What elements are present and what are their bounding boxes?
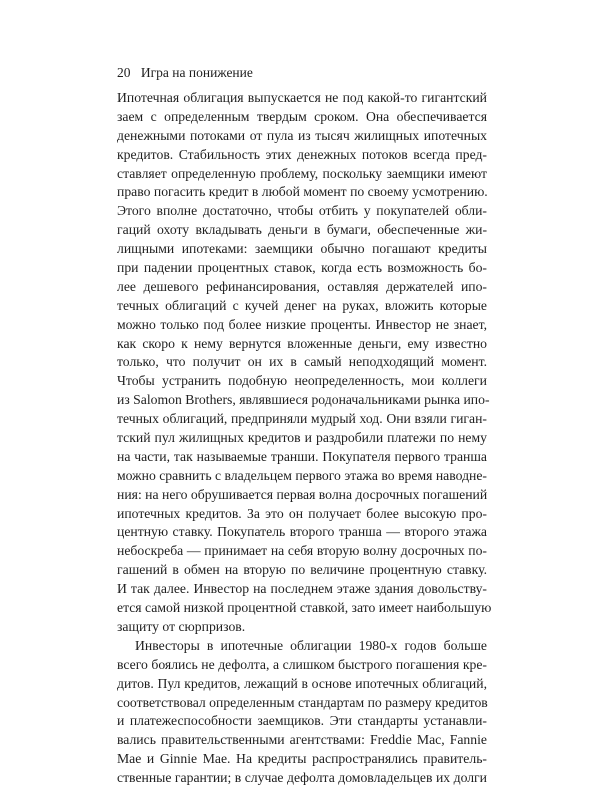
text-line: гашений в обмен на вторую по величине процентную ставку. xyxy=(117,562,487,578)
text-line: течных облигаций, предприняли мудрый ход. Они взяли гиган- xyxy=(117,411,487,427)
text-line: дитов. Пул кредитов, лежащий в основе ипотечных облигаций, xyxy=(117,675,487,691)
text-line: заем с определенным твердым сроком. Она обеспечивается xyxy=(117,108,487,124)
text-line: денежными потоками от пула из тысяч жилищных ипотечных xyxy=(117,127,487,143)
text-line: только, что получит он их в самый неподходящий момент. xyxy=(117,354,487,370)
running-head-title: Игра на понижение xyxy=(140,65,253,80)
page-number: 20 xyxy=(117,65,131,80)
running-head xyxy=(117,64,253,82)
text-line: Инвесторы в ипотечные облигации 1980-х годов больше xyxy=(135,637,487,653)
text-line: ния: на него обрушивается первая волна досрочных погашений xyxy=(117,486,488,502)
text-line: кредитов. Стабильность этих денежных потоков всегда пред- xyxy=(117,146,487,162)
text-line: как скоро к нему вернутся вложенные деньги, ему известно xyxy=(117,335,487,351)
text-line: лищными ипотеками: заемщики обычно погашают кредиты xyxy=(117,241,487,257)
text-line: небоскреба — принимает на себя вторую волну досрочных по- xyxy=(117,543,487,559)
text-line: ется самой низкой процентной ставкой, зато имеет наибольшую xyxy=(117,600,492,616)
text-line: ственные гарантии; в случае дефолта домовладельцев их долги xyxy=(117,770,487,786)
text-line: ставляет определенную проблему, поскольку заемщики имеют xyxy=(117,165,487,181)
text-line: всего боялись не дефолта, а слишком быстрого погашения кре- xyxy=(117,656,487,672)
body-text xyxy=(117,89,492,788)
text-line: соответствовал определенным стандартам по размеру кредитов xyxy=(117,694,488,710)
paragraph xyxy=(117,89,492,637)
text-line: право погасить кредит в любой момент по своему усмотрению. xyxy=(117,184,488,200)
text-line: лее дешевого рефинансирования, оставляя держателей ипо- xyxy=(117,278,487,294)
text-line: и платежеспособности заемщиков. Эти стандарты устанавли- xyxy=(117,713,487,729)
text-line: Ипотечная облигация выпускается не под какой-то гигантский xyxy=(117,90,487,105)
text-line: ипотечных кредитов. За это он получает более высокую про- xyxy=(117,505,487,521)
text-line: при падении процентных ставок, когда есть возможность бо- xyxy=(117,260,487,276)
paragraph xyxy=(117,637,487,788)
text-line: гаций охоту вкладывать деньги в бумаги, обеспеченные жи- xyxy=(117,222,487,238)
text-line: течных облигаций с кучей денег на руках, вложить которые xyxy=(117,297,487,313)
text-line: можно только под более низкие проценты. Инвестор не знает, xyxy=(117,316,487,332)
text-line: можно сравнить с владельцем первого этажа во время наводне- xyxy=(117,467,487,483)
text-line: тский пул жилищных кредитов и раздробили платежи по нему xyxy=(117,430,487,446)
text-line: Mae и Ginnie Mae. На кредиты распространялись правитель- xyxy=(117,751,487,767)
text-line: И так далее. Инвестор на последнем этаже здания довольству- xyxy=(117,581,487,597)
text-line: из Salomon Brothers, являвшиеся родоначальниками рынка ипо- xyxy=(117,392,490,408)
text-line: защиту от сюрпризов. xyxy=(117,618,246,634)
text-line: Чтобы устранить подобную неопределенность, мои коллеги xyxy=(117,373,487,389)
text-line: вались правительственными агентствами: Freddie Mac, Fannie xyxy=(117,732,487,748)
text-line: Этого вполне достаточно, чтобы отбить у покупателей обли- xyxy=(117,203,487,219)
text-line: на части, так называемые транши. Покупателя первого транша xyxy=(117,448,487,464)
text-line: центную ставку. Покупатель второго транша — второго этажа xyxy=(117,524,487,540)
